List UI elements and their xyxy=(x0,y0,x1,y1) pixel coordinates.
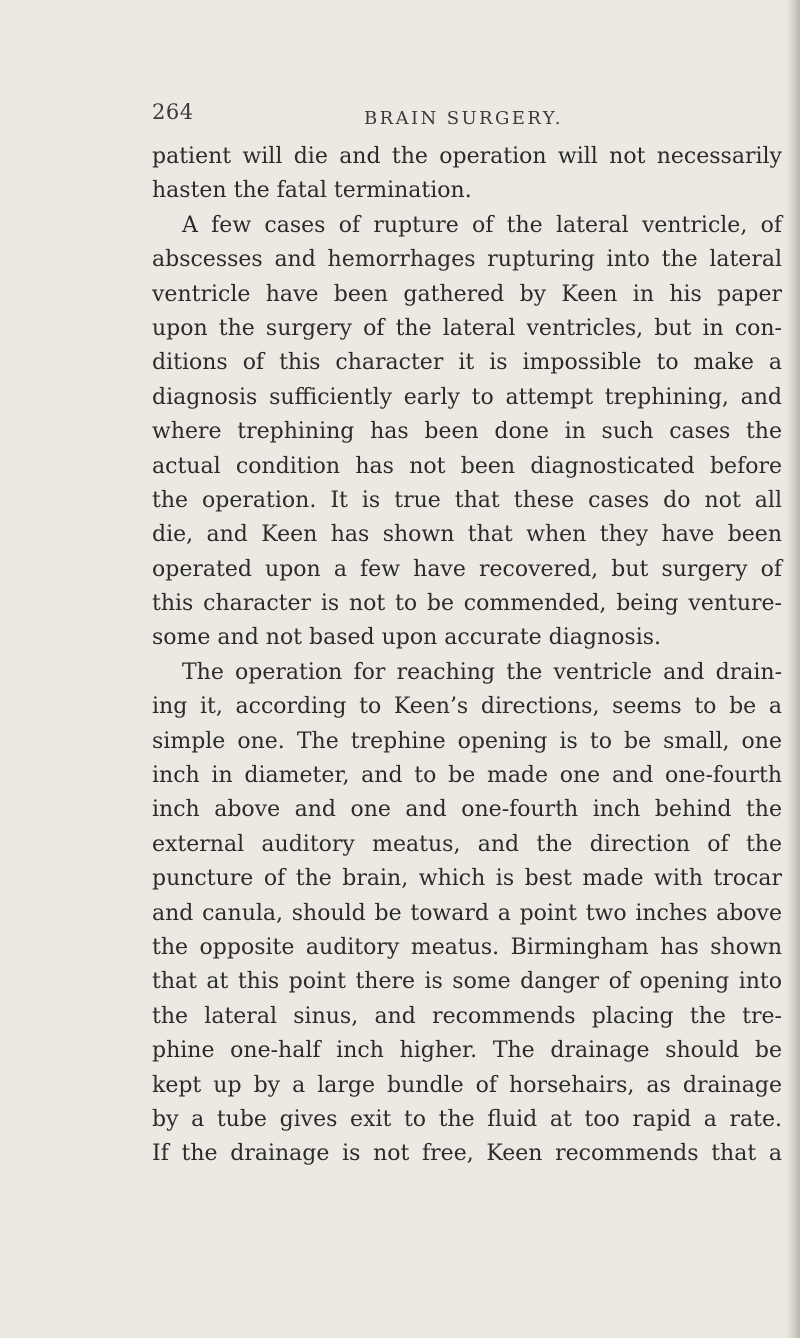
text-line: and canula, should be toward a point two inches above xyxy=(152,900,782,926)
text-line: inch above and one and one-fourth inch behind the xyxy=(152,797,782,823)
text-line: diagnosis sufficiently early to attempt trephining, and xyxy=(152,384,782,410)
text-line: the opposite auditory meatus. Birmingham has shown xyxy=(152,934,782,960)
text-line: die, and Keen has shown that when they have been xyxy=(152,522,782,548)
text-line: A few cases of rupture of the lateral ventricle, of xyxy=(182,212,782,238)
running-head: BRAIN SURGERY. xyxy=(364,108,563,129)
text-line: ing it, according to Keen’s directions, seems to be a xyxy=(152,694,782,720)
text-line: hasten the fatal termination. xyxy=(152,178,472,204)
text-line: by a tube gives exit to the fluid at too rapid a rate. xyxy=(152,1106,782,1132)
text-line: the lateral sinus, and recommends placing the tre- xyxy=(152,1003,782,1029)
page-number: 264 xyxy=(152,100,194,124)
text-line: simple one. The trephine opening is to be small, one xyxy=(152,728,782,754)
text-line: puncture of the brain, which is best made with trocar xyxy=(152,866,782,892)
text-line: patient will die and the operation will not necessarily xyxy=(152,144,782,169)
text-line: abscesses and hemorrhages rupturing into the lateral xyxy=(152,247,782,273)
text-line: phine one-half inch higher. The drainage should be xyxy=(152,1038,782,1064)
text-line: operated upon a few have recovered, but surgery of xyxy=(152,556,782,582)
text-line: If the drainage is not free, Keen recommends that a xyxy=(152,1141,782,1167)
page-header xyxy=(0,92,800,132)
text-line: ditions of this character it is impossible to make a xyxy=(152,350,782,376)
text-line: The operation for reaching the ventricle and drain- xyxy=(182,659,782,685)
text-line: that at this point there is some danger of opening into xyxy=(152,969,782,995)
text-line: this character is not to be commended, being venture- xyxy=(152,591,782,617)
text-line: inch in diameter, and to be made one and one-fourth xyxy=(152,763,782,789)
text-line: actual condition has not been diagnosticated before xyxy=(152,453,782,479)
text-line: ventricle have been gathered by Keen in his paper xyxy=(152,281,782,307)
body-text xyxy=(152,140,792,1172)
text-line: the operation. It is true that these cases do not all xyxy=(152,487,782,513)
text-line: kept up by a large bundle of horsehairs, as drainage xyxy=(152,1072,782,1098)
text-line: where trephining has been done in such cases the xyxy=(152,419,782,445)
text-line: some and not based upon accurate diagnosis. xyxy=(152,625,662,651)
text-line: upon the surgery of the lateral ventricles, but in con- xyxy=(152,315,782,341)
text-line: external auditory meatus, and the direction of the xyxy=(152,831,782,857)
